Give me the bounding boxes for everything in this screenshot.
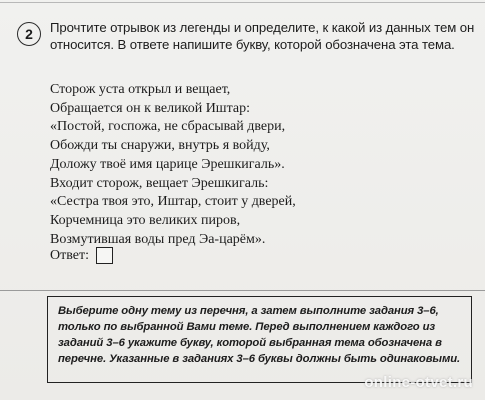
task-number-badge: 2 xyxy=(17,22,41,46)
task-question: Прочтите отрывок из легенды и определите, к какой из данных тем он относится. В ответе напишите букву, которой обозначена эта тема. xyxy=(50,20,475,52)
poem-line: Обращается он к великой Иштар: xyxy=(50,100,250,116)
section-divider xyxy=(0,290,485,291)
poem-line: Сторож уста открыл и вещает, xyxy=(50,82,231,97)
answer-box[interactable] xyxy=(96,247,113,264)
poem-line: Доложу твоё имя царице Эрешкигаль». xyxy=(50,156,285,172)
answer-label: Ответ: xyxy=(50,248,89,263)
instruction-box xyxy=(47,296,472,383)
site-watermark: online-otvet.ru xyxy=(364,374,473,391)
poem-line: «Постой, госпожа, не сбрасывай двери, xyxy=(50,119,286,135)
top-divider xyxy=(0,2,485,3)
instruction-text: Выберите одну тему из перечня, а затем выполните задания 3–6, только по выбранной Вами теме. Перед выполнением каждого из заданий 3–6 укажите букву, которой выбранная тема обозначена в перечне. Указанные в заданиях 3–6 буквы должны быть одинаковыми. xyxy=(58,305,461,365)
poem-excerpt xyxy=(50,81,470,249)
poem-line: Входит сторож, вещает Эрешкигаль: xyxy=(50,175,269,191)
poem-line: Возмутившая воды пред Эа-царём». xyxy=(50,231,266,247)
poem-line: Обожди ты снаружи, внутрь я войду, xyxy=(50,138,270,154)
poem-line: Корчемница это великих пиров, xyxy=(50,212,241,228)
poem-line: «Сестра твоя это, Иштар, стоит у дверей, xyxy=(50,194,296,210)
